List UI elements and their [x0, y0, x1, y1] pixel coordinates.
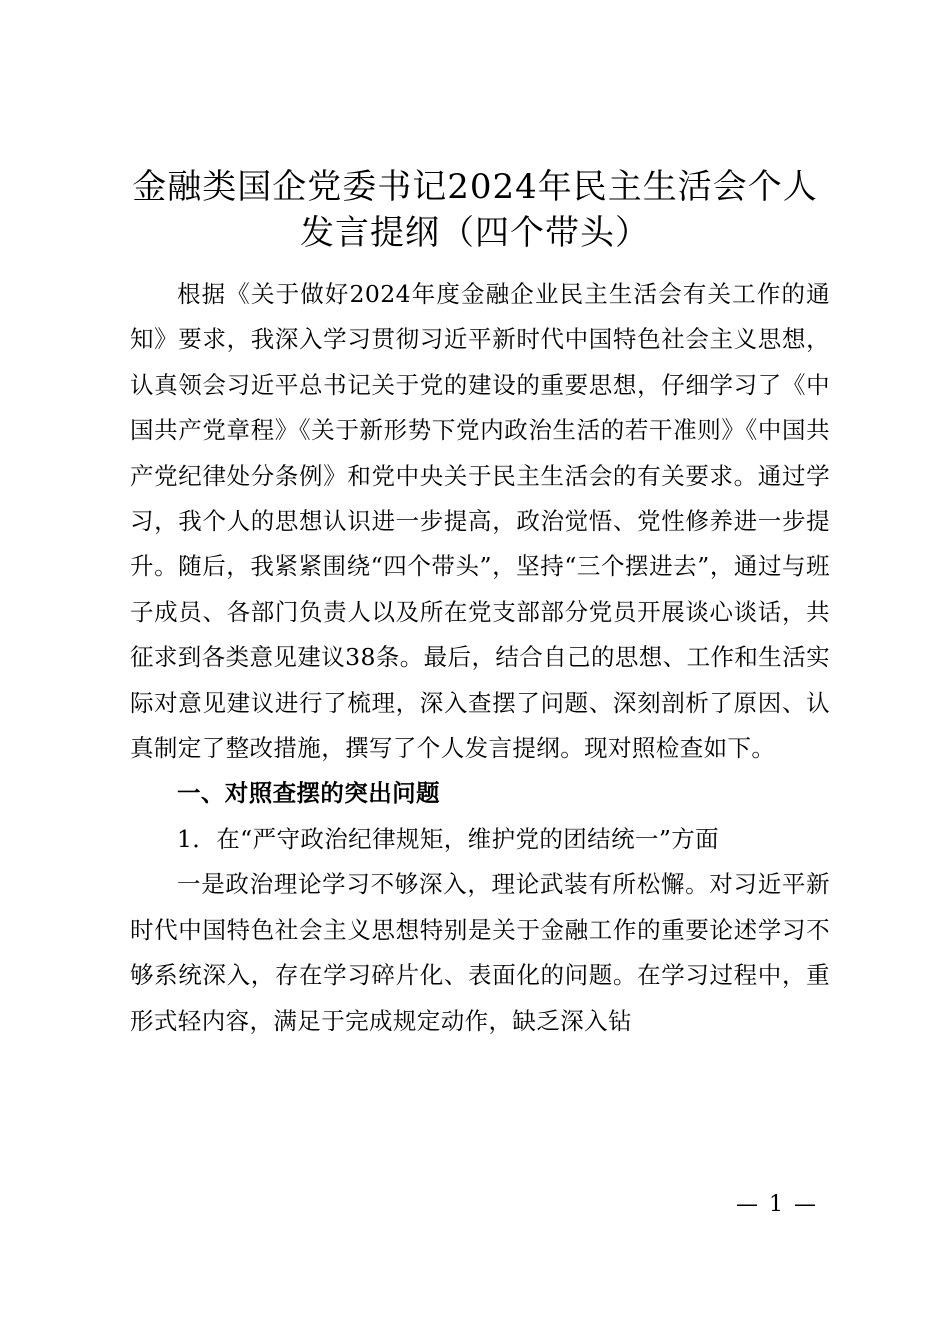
page-number: — 1 —	[736, 1192, 818, 1217]
subsection-heading: 1．在“严守政治纪律规矩，维护党的团结统一”方面	[177, 824, 720, 853]
section-heading: 一、对照查摆的突出问题	[177, 779, 440, 808]
title-line-2: 发言提纲（四个带头）	[300, 213, 650, 253]
intro-paragraph: 根据《关于做好2024年度金融企业民主生活会有关工作的通知》要求，我深入学习贯彻习近平新时代中国特色社会主义思想，认真领会习近平总书记关于党的建设的重要思想，仔细学习了《中国共产党章程》《关于新形势下党内政治生活的若干准则》《中国共产党纪律处分条例》和党中央关于民主生活会的有关要求。通过学习，我个人的思想认识进一步提高，政治觉悟、党性修养进一步提升。随后，我紧紧围绕“四个带头”，坚持“三个摆进去”，通过与班子成员、各部门负责人以及所在党支部部分党员开展谈心谈话，共征求到各类意见建议38条。最后，结合自己的思想、工作和生活实际对意见建议进行了梳理，深入查摆了问题、深刻剖析了原因、认真制定了整改措施，撰写了个人发言提纲。现对照检查如下。	[130, 280, 830, 763]
document-title	[120, 164, 830, 256]
point-paragraph: 一是政治理论学习不够深入，理论武装有所松懈。对习近平新时代中国特色社会主义思想特别是关于金融工作的重要论述学习不够系统深入，存在学习碎片化、表面化的问题。在学习过程中，重形式轻内容，满足于完成规定动作，缺乏深入钻	[130, 870, 830, 1035]
title-line-1: 金融类国企党委书记2024年民主生活会个人	[132, 167, 818, 207]
document-body	[130, 272, 830, 1044]
